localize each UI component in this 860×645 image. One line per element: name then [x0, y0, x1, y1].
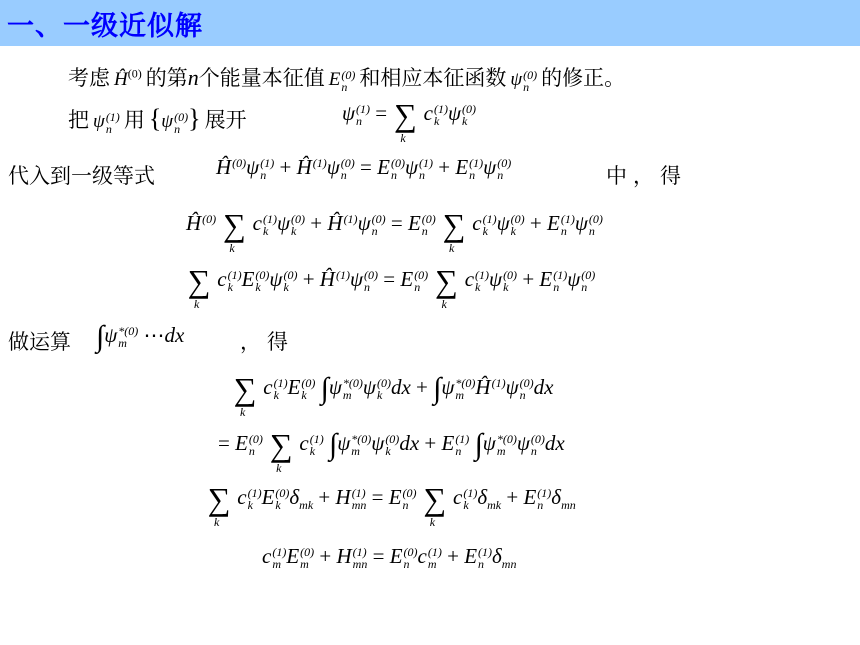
equation-4: Ĥ (0) ∑ k c (1) k ψ (0) k + Ĥ (1) ψ (0) n = E (0) n ∑ k c (1) k ψ (0) k + E (1) n ψ (0) n [186, 207, 603, 255]
equation-5: ∑ k c (1) k E (0) k ψ (0) k + Ĥ (1) ψ (0) n = E (0) n ∑ k c (1) k ψ (0) k + E (1) n ψ (0) n [187, 263, 596, 311]
text-line-1: 考虑 $Ĥ^{(0)}$ 的第n个能量本征值 E (0) n 和相应本征函数 ψ (0) n 的修正。 [68, 65, 626, 94]
text-line-3-post: 中，得 [606, 164, 687, 188]
equation-8: = E (0) n ∑ k c (1) k ∫ψ *(0) m ψ (0) k dx + E (1) n ∫ψ *(0) m ψ (0) n dx [218, 427, 565, 475]
formula-psin0: ψ (0) n [510, 67, 538, 94]
section-title: 一、一级近似解 [7, 11, 203, 42]
integral-operation: ∫ψ *(0) m ⋯dx [96, 320, 185, 353]
formula-set-psin0: {ψ (0) n } [148, 104, 201, 136]
expansion-equation: ψ (1) n = ∑ k c (1) k ψ (0) k [342, 97, 477, 145]
equation-10: c (1) m E (0) m + H (1) mn = E (0) n c (1) m + E (1) n $\delta_{mn}$ [262, 544, 517, 572]
formula-En0: E (0) n [328, 67, 356, 94]
first-order-equation: Ĥ (0) ψ (1) n + Ĥ (1) ψ (0) n = E (0) n ψ (1) n + E (1) n ψ (0) n [216, 155, 512, 183]
text-line-6-post: ，得 [240, 330, 294, 354]
formula-H0: $Ĥ^{(0)}$ [114, 66, 142, 90]
formula-psin1: ψ (1) n [93, 109, 120, 136]
equation-7: ∑ k c (1) k E (0) k ∫ψ *(0) m ψ (0) k dx + ∫ψ *(0) m Ĥ (1) ψ (0) n dx [233, 371, 554, 419]
text-line-2: 把 ψ (1) n 用 {ψ (0) n } 展开 [68, 104, 247, 136]
equation-9: ∑ k c (1) k E (0) k $\delta_{mk} + H$ (1) mn = E (0) n ∑ k c (1) k $\delta_{mk} + E$ (1) n $\delta_{mn}$ [207, 481, 576, 529]
text-line-6: 做运算 [8, 330, 71, 354]
title-bar [0, 0, 860, 46]
text-line-3: 代入到一级等式 [8, 164, 155, 188]
